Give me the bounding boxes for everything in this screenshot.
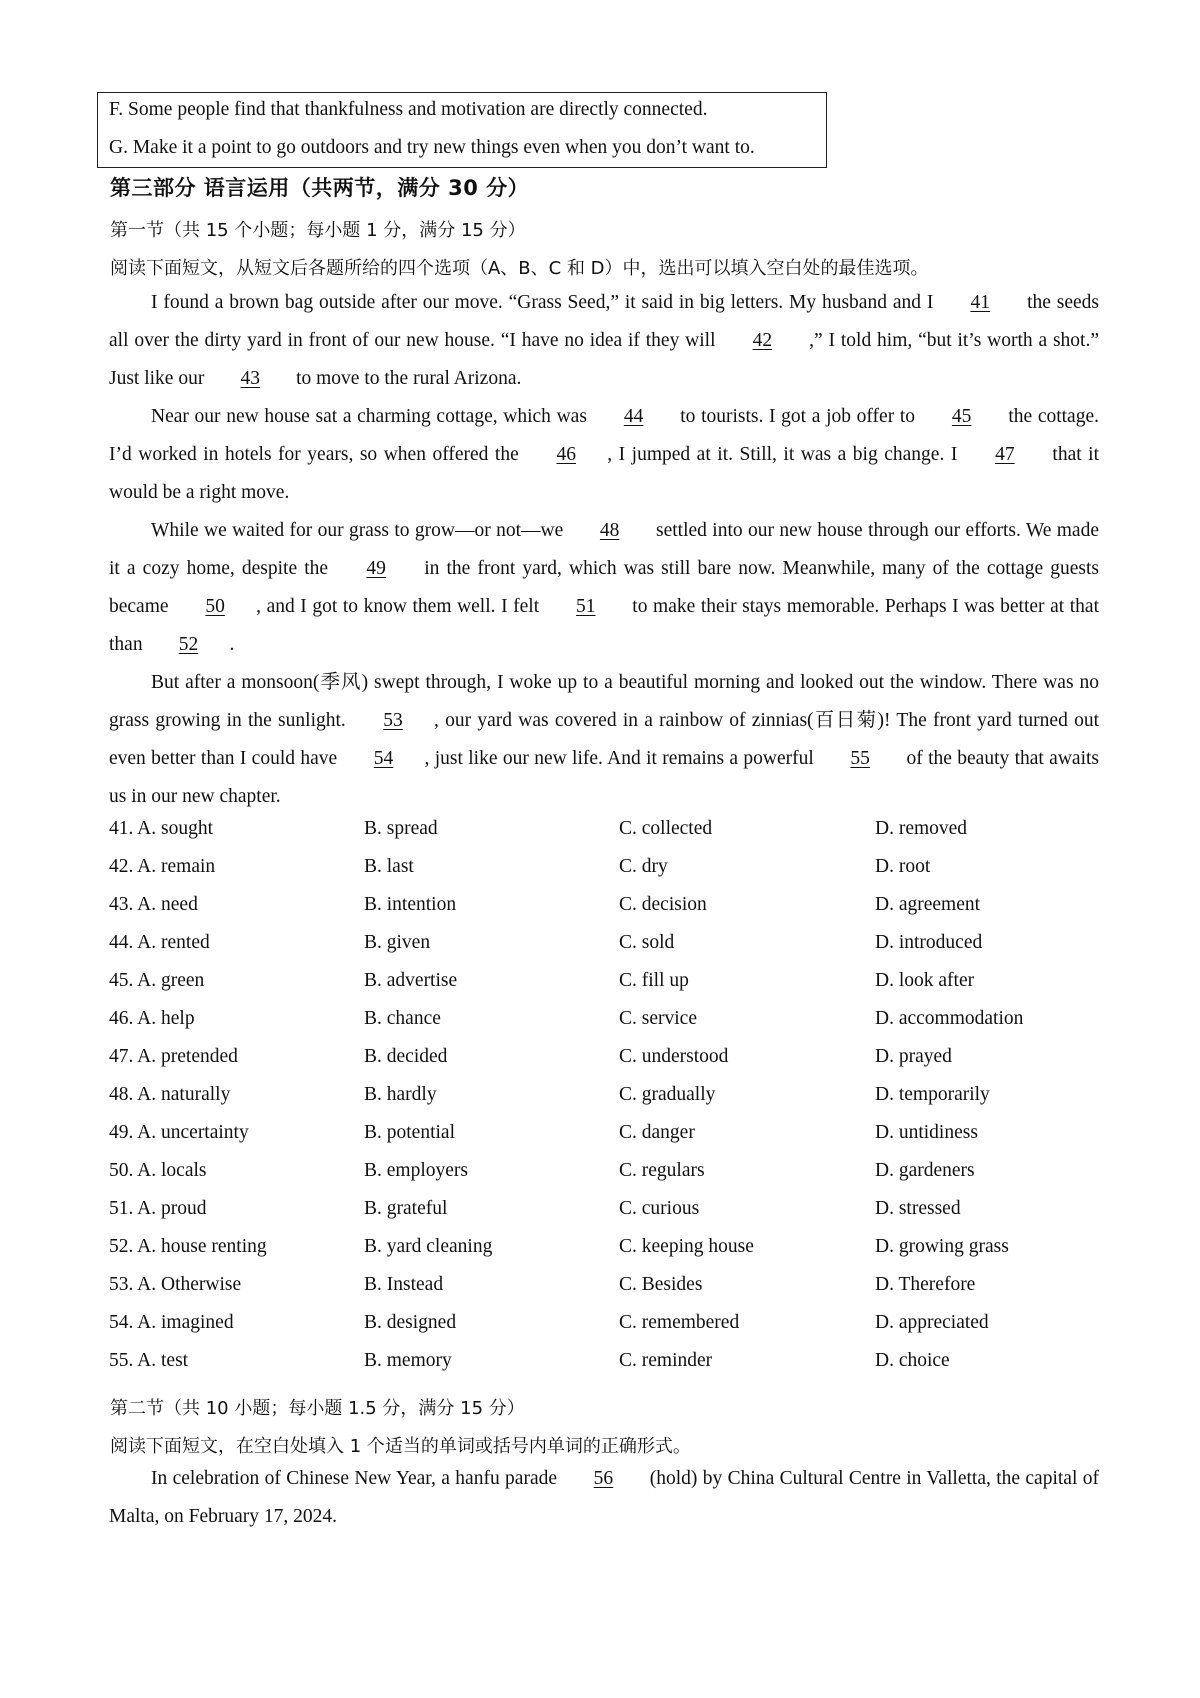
subsection-2-instruction: 阅读下面短文，在空白处填入 1 个适当的单词或括号内单词的正确形式。 [110, 1436, 691, 1457]
options-box [97, 92, 827, 168]
option-f: F. Some people find that thankfulness and motivation are directly connected. [109, 99, 708, 120]
option-g: G. Make it a point to go outdoors and try new things even when you don’t want to. [109, 137, 755, 158]
blank-52: 52 [178, 634, 199, 655]
subsection-1-instruction: 阅读下面短文，从短文后各题所给的四个选项（A、B、C 和 D）中，选出可以填入空白处的最佳选项。 [110, 258, 929, 279]
section-heading: 第三部分 语言运用（共两节，满分 30 分） [110, 176, 530, 200]
blank-55: 55 [850, 748, 870, 769]
subsection-2-title: 第二节（共 10 小题；每小题 1.5 分，满分 15 分） [110, 1398, 525, 1419]
blank-44: 44 [623, 406, 644, 427]
passage-paragraph-1: I found a brown bag outside after our move. “Grass Seed,” it said in big letters. My husband and I 41 the seeds all over the dirty yard in front of our new house. “I have no idea if they will 42 ,” I told him, “but it’s worth a shot.” Just like our 43 to move to the rural Arizona. [109, 284, 1099, 398]
blank-50: 50 [205, 596, 225, 617]
blank-42: 42 [752, 330, 773, 351]
passage-paragraph-3: While we waited for our grass to grow—or not—we 48 settled into our new house through our efforts. We made it a cozy home, despite the 49 in the front yard, which was still bare now. Meanwhile, many of the cottage guests became 50 , and I got to know them well. I felt 51 to make their stays memorable. Perhaps I was better at that than 52 . [109, 512, 1099, 664]
blank-48: 48 [599, 520, 620, 541]
blank-51: 51 [575, 596, 596, 617]
blank-45: 45 [951, 406, 972, 427]
blank-56: 56 [593, 1468, 614, 1489]
blank-53: 53 [383, 710, 403, 731]
blank-46: 46 [556, 444, 577, 465]
blank-43: 43 [240, 368, 260, 389]
blank-49: 49 [366, 558, 386, 579]
subsection-1-title: 第一节（共 15 个小题；每小题 1 分，满分 15 分） [110, 220, 526, 241]
blank-47: 47 [995, 444, 1015, 465]
passage-paragraph-2: Near our new house sat a charming cottage, which was 44 to tourists. I got a job offer to 45 the cottage. I’d worked in hotels for years, so when offered the 46 , I jumped at it. Still, it was a big change. I 47 that it would be a right move. [109, 398, 1099, 512]
passage-2-paragraph-1: In celebration of Chinese New Year, a hanfu parade 56 (hold) by China Cultural Centre in Valletta, the capital of Malta, on February 17, 2024. [109, 1460, 1099, 1536]
blank-41: 41 [970, 292, 990, 313]
blank-54: 54 [373, 748, 394, 769]
passage-paragraph-4: But after a monsoon(季风) swept through, I woke up to a beautiful morning and looked out the window. There was no grass growing in the sunlight. 53 , our yard was covered in a rainbow of zinnias(百日菊)! The front yard turned out even better than I could have 54 , just like our new life. And it remains a powerful 55 of the beauty that awaits us in our new chapter. [109, 672, 1100, 807]
